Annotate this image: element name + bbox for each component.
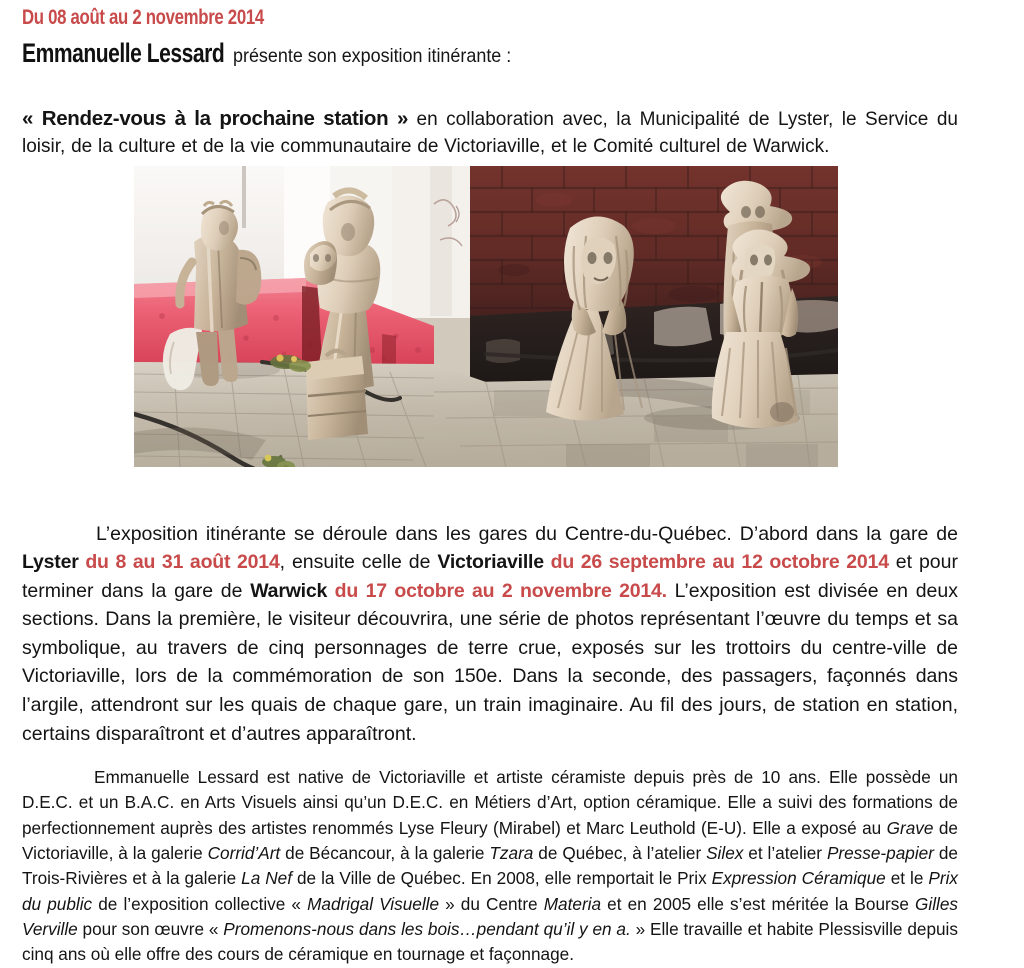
p2-s11: et en 2005 elle s’est méritée la Bourse xyxy=(601,893,915,914)
photo-illustration xyxy=(134,166,838,467)
centre-materia: Materia xyxy=(543,893,602,914)
paragraph-exhibition-details xyxy=(22,520,958,749)
p2-s6: de Trois-Rivières et à la galerie xyxy=(22,843,958,889)
artist-name: Emmanuelle Lessard xyxy=(22,38,225,68)
exhibition-title: « Rendez-vous à la prochaine station » xyxy=(22,107,409,130)
p2-s3: de Bécancour, à la galerie xyxy=(280,843,490,864)
venue-la-nef: La Nef xyxy=(241,868,292,889)
dates-lyster: du 8 au 31 août 2014 xyxy=(78,551,280,574)
venue-tzara: Tzara xyxy=(489,843,534,864)
oeuvre-promenons-nous: Promenons-nous dans les bois…pendant qu’il y en a. xyxy=(223,918,631,939)
venue-silex: Silex xyxy=(706,843,744,864)
venue-grave: Grave xyxy=(886,817,934,838)
p1-seg-3: et pour terminer dans la gare de xyxy=(22,551,958,602)
p2-s4: de Québec, à l’atelier xyxy=(533,843,707,864)
artist-headline xyxy=(22,38,536,73)
date-banner: Du 08 août au 2 novembre 2014 xyxy=(22,6,264,29)
exhibition-photo xyxy=(134,166,838,467)
p2-s1: Emmanuelle Lessard est native de Victoriaville et artiste céramiste depuis près de 10 ans. Elle possède un D.E.C. et un B.A.C. en Arts Visuels ainsi qu’un D.E.C. en Métiers d’Art, option céramique. Elle a suivi des formations de perfectionnement auprès des artistes renommés Lyse Fleury (Mirabel) et Marc Leuthold (E-U). Elle a exposé au xyxy=(22,767,958,838)
station-lyster: Lyster xyxy=(22,551,79,574)
intro-paragraph xyxy=(22,105,958,160)
dates-victoriaville: du 26 septembre au 12 octobre 2014 xyxy=(543,551,889,574)
artist-tagline: présente son exposition itinérante : xyxy=(233,45,512,67)
p1-seg-4: L’exposition est divisée en deux sections. Dans la première, le visiteur découvrira, une série de photos représentant l’œuvre du temps et sa symbolique, au travers de cinq personnages de terre crue, exposés sur les trottoirs du centre-ville de Victoriaville, lors de la commémoration de son 150e. Dans la seconde, des passagers, façonnés dans l’argile, attendront sur les quais de chaque gare, un train imaginaire. Au fil des jours, de station en station, certains disparaîtront et d’autres apparaîtront. xyxy=(22,579,958,745)
prize-du-public: Prix du public xyxy=(22,868,958,914)
dates-warwick: du 17 octobre au 2 novembre 2014. xyxy=(327,579,667,602)
bourse-gilles-verville: Gilles Verville xyxy=(22,893,958,939)
intro-body: en collaboration avec, la Municipalité de Lyster, le Service du loisir, de la culture et de la vie communautaire de Victoriaville, et le Comité culturel de Warwick. xyxy=(22,109,958,157)
venue-corridart: Corrid’Art xyxy=(207,843,281,864)
station-victoriaville: Victoriaville xyxy=(437,551,544,574)
paragraph-artist-bio xyxy=(22,765,958,967)
p1-seg-1: L’exposition itinérante se déroule dans les gares du Centre-du-Québec. D’abord dans la gare de xyxy=(96,522,958,545)
p2-s7: de la Ville de Québec. En 2008, elle remportait le Prix xyxy=(292,868,712,889)
venue-presse-papier: Presse-papier xyxy=(826,843,934,864)
p2-s5: et l’atelier xyxy=(743,843,827,864)
p2-s12: pour son œuvre « xyxy=(77,918,224,939)
p2-s13: » Elle travaille et habite Plessisville depuis cinq ans où elle offre des cours de céramique en tournage et façonnage. xyxy=(22,918,958,965)
exhibit-madrigal-visuelle: Madrigal Visuelle xyxy=(307,893,440,914)
p1-seg-2: , ensuite celle de xyxy=(279,551,438,574)
p2-s2: de Victoriaville, à la galerie xyxy=(22,817,958,864)
p2-s9: de l’exposition collective « xyxy=(92,893,308,914)
p2-s8: et le xyxy=(885,868,929,889)
prize-expression-ceramique: Expression Céramique xyxy=(711,868,886,889)
station-warwick: Warwick xyxy=(250,579,328,602)
p2-s10: » du Centre xyxy=(439,893,544,914)
